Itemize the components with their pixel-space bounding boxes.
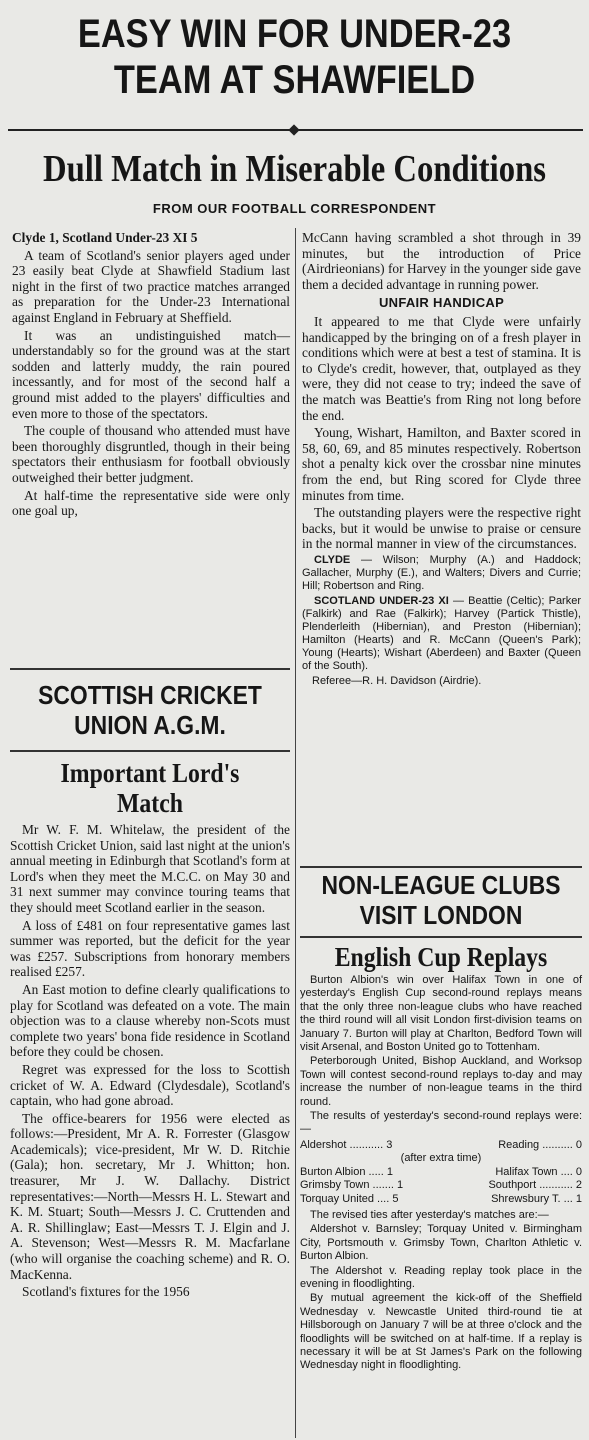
report-paragraph: The outstanding players were the respective right backs, but it would be unwise to praise or censure in the normal manner in view of the circumstances.: [302, 505, 581, 552]
headline-line-1: EASY WIN FOR UNDER-23: [77, 12, 512, 56]
cricket-paragraph: The office-bearers for 1956 were elected as follows:—President, Mr A. R. Forrester (Glasgow Academicals); vice-president, Mr W. D. Ritchie (Gala); hon. secretary, Mr J. Whitton; hon. treasurer, Mr J. W. Dallachy. District representatives:—North—Messrs H. L. Stewart and K. M. Stuart; South—Messrs J. C. Cruttenden and A. R. Shillinglaw; East—Messrs T. J. Elgin and J. A. Stevenson; West—Messrs R. M. Macfarlane (who will organise the coaching scheme) and R. O. MacKenna.: [10, 1110, 290, 1282]
nonleague-body: [300, 974, 582, 1373]
nonleague-headline-2: VISIT LONDON: [359, 900, 523, 930]
team-name: SCOTLAND UNDER-23 XI: [314, 594, 449, 607]
report-paragraph: It appeared to me that Clyde were unfairly handicapped by the bringing on of a fresh player in conditions which were at best a test of stamina. It is to Clyde's credit, however, that, outplayed as they were, they did not cease to try; indeed the save of the match was Beattie's from Ring not long before the end.: [302, 313, 581, 423]
team-players: — Beattie (Celtic); Parker (Falkirk) and Rae (Falkirk); Harvey (Partick Thistle), Plenderleith (Hibernian), and Preston (Hibernian); Hamilton (Hearts) and R. McCann (Queen's Park); Young (Hearts); Wishart (Aberdeen) and Baxter (Queen of the South).: [302, 594, 582, 672]
unfair-handicap-subhead: UNFAIR HANDICAP: [378, 295, 505, 311]
nonleague-paragraph: Aldershot v. Barnsley; Torquay United v. Birmingham City, Portsmouth v. Grimsby Town, Charlton Athletic v. Burton Albion.: [300, 1223, 582, 1263]
section-rule: [10, 668, 290, 670]
result-row: Aldershot ........... 3 Reading .......... 0: [300, 1138, 582, 1151]
nonleague-rule: [300, 936, 582, 938]
team-lineup: [302, 595, 581, 673]
away-team: Reading: [498, 1138, 540, 1151]
result-row: Grimsby Town ....... 1 Southport ........... 2: [300, 1179, 582, 1192]
away-score: 1: [575, 1192, 582, 1205]
match-result: Clyde 1, Scotland Under-23 XI 5: [12, 230, 198, 245]
away-team: Southport: [488, 1179, 537, 1192]
column-divider: [295, 228, 296, 1438]
home-team: Torquay United: [300, 1192, 374, 1205]
away-team: Shrewsbury T.: [491, 1192, 561, 1205]
nonleague-paragraph: Burton Albion's win over Halifax Town in one of yesterday's English Cup second-round replays means that the only three non-league clubs who have reached the third round will all visit London first-division teams on January 7. Burton will play at Charlton, Bedford Town will visit Arsenal, and Boston United go to Tottenham.: [300, 974, 582, 1054]
cricket-subhead: Important Lord's Match: [60, 758, 240, 818]
section-rule: [300, 866, 582, 868]
report-paragraph: A team of Scotland's senior players aged under 23 easily beat Clyde at Shawfield Stadium last night in the first of two practice matches arranged as preparation for the Under-23 International against England in February at Sheffield.: [12, 247, 290, 325]
home-team: Grimsby Town: [300, 1179, 370, 1192]
cricket-headline-1: SCOTTISH CRICKET: [38, 680, 262, 710]
nonleague-article: [300, 870, 582, 1374]
cricket-paragraph: Scotland's fixtures for the 1956: [22, 1284, 190, 1300]
cricket-headline-2: UNION A.G.M.: [74, 710, 226, 740]
away-team: Halifax Town: [495, 1165, 558, 1178]
home-team: Aldershot: [300, 1138, 347, 1151]
nonleague-paragraph: The revised ties after yesterday's matches are:—: [310, 1208, 549, 1221]
byline: FROM OUR FOOTBALL CORRESPONDENT: [152, 201, 437, 216]
home-score: 5: [392, 1192, 399, 1205]
report-paragraph: At half-time the representative side were only one goal up,: [12, 487, 290, 519]
nonleague-headline-1: NON-LEAGUE CLUBS: [321, 870, 561, 900]
team-players: — Wilson; Murphy (A.) and Haddock; Gallacher, Murphy (E.), and Walters; Divers and Currie; Hill; Robertson and Ring.: [302, 553, 581, 592]
nonleague-paragraph: By mutual agreement the kick-off of the Sheffield Wednesday v. Newcastle United third-round tie at Hillsborough on January 7 will be at three o'clock and the floodlights will be switched on at half-time. If a replay is necessary it will be at St James's Park on the following Wednesday night in floodlighting.: [300, 1292, 582, 1372]
match-report-col1: [12, 230, 290, 521]
home-score: 1: [386, 1165, 393, 1178]
nonleague-paragraph: Peterborough United, Bishop Auckland, and Worksop Town will contest second-round replays to-day and may increase the number of non-league teams in the third round.: [300, 1055, 582, 1108]
report-paragraph: It was an undistinguished match—understandably so for the ground was at the start sodden and latterly muddy, the rain poured incessantly, and for most of the second half a ground mist added to the players' difficulties and even more to those of the spectators.: [12, 327, 290, 421]
cricket-paragraph: An East motion to define clearly qualifications to play for Scotland was defeated on a vote. The main objection was to a clause whereby non-Scots must complete two years' bona fide residence in Scotland before they could be chosen.: [10, 981, 290, 1060]
match-report-col2: [302, 230, 581, 690]
cricket-article: [10, 680, 290, 1302]
cricket-paragraph: Mr W. F. M. Whitelaw, the president of the Scottish Cricket Union, said last night at the union's annual meeting in Edinburgh that Scotland's form at Lord's when they meet the M.C.C. on May 30 and 31 next summer may convince touring teams that they should meet Scotland earlier in the season.: [10, 822, 290, 915]
team-name: CLYDE: [314, 553, 351, 566]
away-score: 0: [575, 1165, 582, 1178]
headline-line-2: TEAM AT SHAWFIELD: [113, 58, 476, 102]
away-score: 0: [575, 1138, 582, 1151]
referee-line: Referee—R. H. Davidson (Airdrie).: [312, 674, 482, 687]
home-team: Burton Albion: [300, 1165, 366, 1178]
nonleague-subhead: English Cup Replays: [334, 942, 548, 972]
cricket-paragraph: Regret was expressed for the loss to Scottish cricket of W. A. Edward (Clydesdale), Scotland's captain, who had gone abroad.: [10, 1061, 290, 1109]
nonleague-paragraph: The Aldershot v. Reading replay took place in the evening in floodlighting.: [300, 1264, 582, 1290]
result-row: Torquay United .... 5 Shrewsbury T. ... 1: [300, 1192, 582, 1205]
result-note: (after extra time): [400, 1152, 482, 1165]
results-table: [300, 1139, 582, 1206]
cricket-paragraph: A loss of £481 on four representative games last summer was reported, but the deficit for the year was £257. Subscriptions from honorary members realised £257.: [10, 917, 290, 980]
home-score: 1: [397, 1179, 404, 1192]
report-paragraph: McCann having scrambled a shot through in 39 minutes, but the introduction of Price (Airdrieonians) for Harvey in the younger side gave them a decided advantage in running power.: [302, 230, 581, 292]
report-paragraph: Young, Wishart, Hamilton, and Baxter scored in 58, 60, 69, and 85 minutes respectively. Robertson shot a penalty kick over the crossbar nine minutes from the end, but Ring scored for Clyde three minutes from time.: [302, 425, 581, 503]
subheadline: Dull Match in Miserable Conditions: [43, 148, 546, 190]
cricket-rule: [10, 750, 290, 752]
cricket-body: [10, 822, 290, 1300]
away-score: 2: [575, 1179, 582, 1192]
team-lineup: [302, 554, 581, 593]
report-paragraph: The couple of thousand who attended must have been thoroughly disgruntled, though in their being spectators their enthusiasm for football obviously outweighed their better judgment.: [12, 423, 290, 485]
home-score: 3: [386, 1138, 393, 1151]
nonleague-paragraph: The results of yesterday's second-round replays were:—: [300, 1110, 582, 1136]
rule-ornament: [288, 124, 299, 135]
result-row: Burton Albion ..... 1 Halifax Town .... 0: [300, 1165, 582, 1178]
